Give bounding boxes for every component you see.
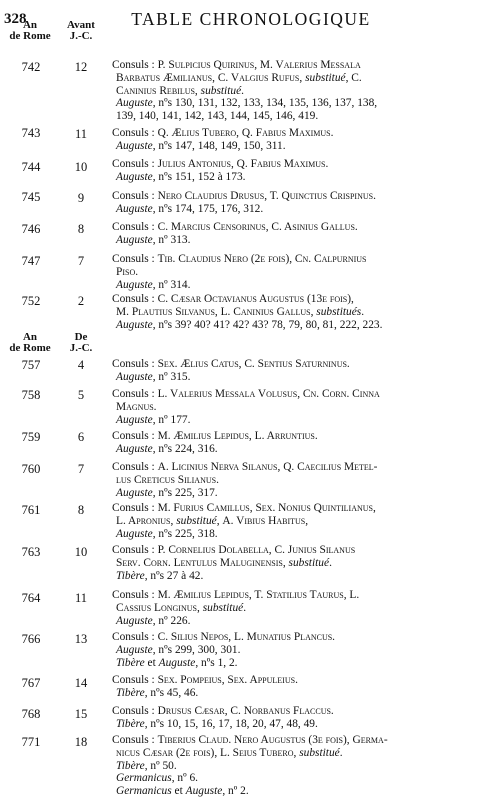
consul-entry: Consuls : C. Silius Nepos, L. Munatius Plancus. Auguste, nºs 299, 300, 301. Tibère et Auguste, nºs 1, 2. [112,631,336,669]
year-jc: 11 [74,127,88,141]
consul-entry: Consuls : P. Sulpicius Quirinus, M. Valerius Messala Barbatus Æmilianus, C. Valgius Rufus, substitué, C. Caninius Rebilus, substitué. Auguste, nºs 130, 131, 132, 133, 134, 135, 136, 137, 138, 139, 140, 141, 142, 143, 144, 145, 146, 419. [112,59,378,123]
consul-entry: Consuls : A. Licinius Nerva Silanus, Q. Caecilius Metel- lus Creticus Silianus. Auguste, nºs 225, 317. [112,461,378,499]
consul-entry: Consuls : M. Æmilius Lepidus, L. Arruntius. Auguste, nºs 224, 316. [112,430,318,455]
year-jc: 4 [77,358,85,372]
year-rome: 745 [21,190,41,204]
year-rome: 746 [21,222,41,236]
header-avant-jc: Avant J.-C. [67,19,95,42]
year-jc: 8 [77,503,85,517]
consul-entry: Consuls : M. Æmilius Lepidus, T. Statilius Taurus, L. Cassius Longinus, substitué. Auguste, nº 226. [112,589,360,627]
consul-entry: Consuls : C. Cæsar Octavianus Augustus (13e fois), M. Plautius Silvanus, L. Caninius Gallus, substitués. Auguste, nºs 39? 40? 41? 42? 43? 78, 79, 80, 81, 222, 223. [112,293,383,331]
header-an-de-rome: An de Rome [9,19,51,42]
year-rome: 767 [21,676,41,690]
year-jc: 10 [74,160,88,174]
consul-entry: Consuls : L. Valerius Messala Volusus, Cn. Corn. Cinna Magnus. Auguste, nº 177. [112,388,380,426]
page-title: TABLE CHRONOLOGIQUE [131,9,371,29]
consul-entry: Consuls : Sex. Ælius Catus, C. Sentius Saturninus. Auguste, nº 315. [112,358,350,383]
year-rome: 759 [21,430,41,444]
year-rome: 747 [21,254,41,268]
year-rome: 752 [21,294,41,308]
year-jc: 13 [74,632,88,646]
consul-entry: Consuls : Tiberius Claud. Nero Augustus (3e fois), Germa- nicus Cæsar (2e fois), L. Seius Tubero, substitué. Tibère, nº 50. Germanicus, nº 6. Germanicus et Auguste, nº 2. [112,734,388,798]
year-jc: 9 [77,191,85,205]
year-rome: 764 [21,591,41,605]
consul-entry: Consuls : Tib. Claudius Nero (2e fois), Cn. Calpurnius Piso. Auguste, nº 314. [112,253,367,291]
consul-entry: Consuls : Drusus Cæsar, C. Norbanus Flaccus. Tibère, nºs 10, 15, 16, 17, 18, 20, 47, 48, 49. [112,705,334,730]
year-rome: 758 [21,388,41,402]
year-jc: 7 [77,254,85,268]
year-jc: 2 [77,294,85,308]
year-rome: 757 [21,358,41,372]
year-jc: 18 [74,735,88,749]
header-de-jc: De J.-C. [69,331,93,354]
consul-entry: Consuls : C. Marcius Censorinus, C. Asinius Gallus. Auguste, nº 313. [112,221,358,246]
consul-entry: Consuls : M. Furius Camillus, Sex. Nonius Quintilianus, L. Apronius, substitué, A. Vibius Habitus, Auguste, nºs 225, 318. [112,502,376,540]
year-rome: 761 [21,503,41,517]
year-rome: 766 [21,632,41,646]
year-jc: 12 [74,60,88,74]
year-rome: 763 [21,545,41,559]
year-rome: 760 [21,462,41,476]
year-jc: 6 [77,430,85,444]
year-rome: 768 [21,707,41,721]
year-rome: 744 [21,160,41,174]
consul-entry: Consuls : Julius Antonius, Q. Fabius Maximus. Auguste, nºs 151, 152 à 173. [112,158,329,183]
year-jc: 10 [74,545,88,559]
consul-entry: Consuls : P. Cornelius Dolabella, C. Junius Silanus Serv. Corn. Lentulus Maluginensis, substitué. Tibère, nºs 27 à 42. [112,544,356,582]
year-rome: 743 [21,126,41,140]
year-rome: 771 [21,735,41,749]
year-jc: 7 [77,462,85,476]
year-jc: 8 [77,222,85,236]
year-jc: 11 [74,591,88,605]
consul-entry: Consuls : Q. Ælius Tubero, Q. Fabius Maximus. Auguste, nºs 147, 148, 149, 150, 311. [112,127,334,152]
year-rome: 742 [21,60,41,74]
year-jc: 5 [77,388,85,402]
page-number: 328 [4,11,27,27]
year-jc: 15 [74,707,88,721]
header-an-de-rome: An de Rome [9,331,51,354]
year-jc: 14 [74,676,88,690]
consul-entry: Consuls : Sex. Pompeius, Sex. Appuleius. Tibère, nºs 45, 46. [112,674,298,699]
consul-entry: Consuls : Nero Claudius Drusus, T. Quinctius Crispinus. Auguste, nºs 174, 175, 176, 312. [112,190,376,215]
